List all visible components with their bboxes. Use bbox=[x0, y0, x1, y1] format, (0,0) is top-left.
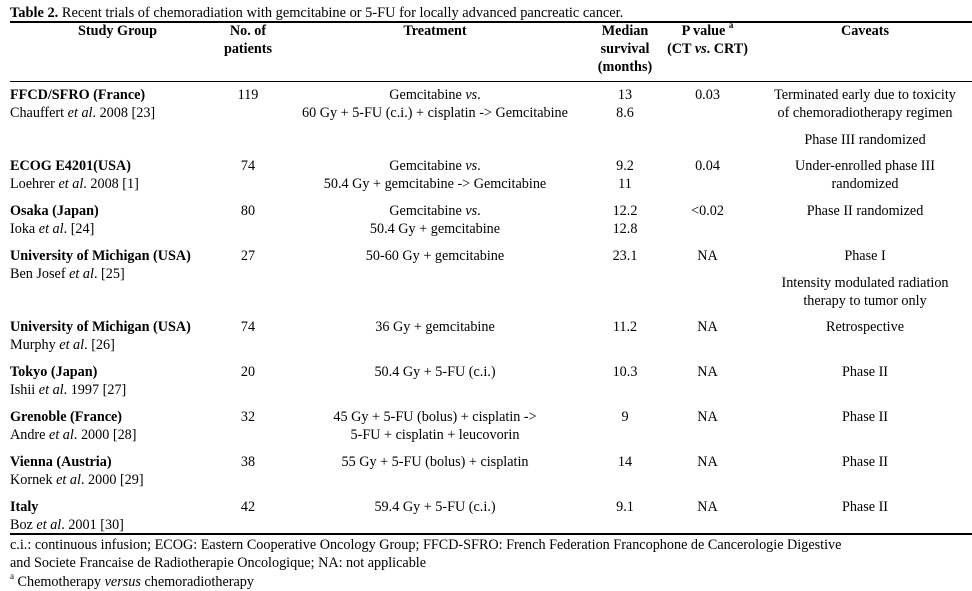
caveat-line: Phase II bbox=[841, 409, 889, 425]
survival-value-1: 14 bbox=[617, 454, 633, 470]
pvalue-cell: <0.02 bbox=[691, 203, 724, 219]
header-pvalue bbox=[650, 22, 765, 58]
study-group-name: University of Michigan (USA) bbox=[10, 248, 191, 264]
treatment-arm-1: 55 Gy + 5-FU (bolus) + cisplatin bbox=[341, 454, 529, 470]
patients-cell: 27 bbox=[240, 248, 256, 264]
header-study-group: Study Group bbox=[78, 23, 157, 39]
pvalue-cell: NA bbox=[697, 364, 718, 380]
treatment-vs-dot: . bbox=[477, 158, 481, 174]
patients-cell: 74 bbox=[240, 158, 256, 174]
citation-author: Ben Josef bbox=[10, 266, 66, 282]
treatment-cell bbox=[275, 498, 595, 516]
treatment-vs: vs bbox=[465, 203, 478, 219]
citation-ref: 2000 [29] bbox=[84, 472, 144, 488]
pvalue-cell: NA bbox=[697, 409, 718, 425]
survival-cell bbox=[595, 318, 655, 336]
treatment-arm-1 bbox=[275, 157, 595, 175]
study-citation bbox=[10, 381, 225, 399]
survival-cell bbox=[595, 453, 655, 471]
citation-author: Ioka bbox=[10, 221, 36, 237]
treatment-vs-dot: . bbox=[477, 203, 481, 219]
treatment-text: Gemcitabine bbox=[389, 87, 462, 103]
citation-author: Andre bbox=[10, 427, 46, 443]
header-pvalue-line1 bbox=[650, 22, 765, 40]
citation-et-al: et al bbox=[67, 105, 93, 121]
treatment-cell bbox=[275, 408, 595, 444]
citation-author: Boz bbox=[10, 517, 33, 533]
treatment-arm-1: 36 Gy + gemcitabine bbox=[375, 319, 495, 335]
footnote-a bbox=[10, 573, 254, 591]
patients-cell: 32 bbox=[240, 409, 256, 425]
study-citation bbox=[10, 265, 225, 283]
treatment-cell bbox=[275, 247, 595, 265]
caveats-cell bbox=[760, 318, 970, 336]
treatment-arm-1: 45 Gy + 5-FU (bolus) + cisplatin -> bbox=[333, 409, 537, 425]
treatment-vs: vs bbox=[465, 87, 478, 103]
table-title: Recent trials of chemoradiation with gemcitabine or 5-FU for locally advanced pancreatic cancer. bbox=[58, 5, 624, 21]
study-cell bbox=[10, 247, 225, 283]
citation-dot: . bbox=[80, 472, 85, 488]
study-group-name: Tokyo (Japan) bbox=[10, 364, 98, 380]
pvalue-cell: NA bbox=[697, 248, 718, 264]
citation-author: Loehrer bbox=[10, 176, 55, 192]
footnote-a-mark: a bbox=[10, 571, 14, 582]
header-caveats: Caveats bbox=[840, 23, 890, 39]
header-pvalue-crt: . CRT) bbox=[706, 41, 748, 57]
header-pvalue-vs: vs bbox=[694, 41, 707, 57]
survival-value-2: 12.8 bbox=[612, 221, 638, 237]
survival-value-1: 9.2 bbox=[616, 158, 634, 174]
header-patients-line2: patients bbox=[223, 41, 273, 57]
patients-cell: 80 bbox=[240, 203, 256, 219]
caveat-line: randomized bbox=[831, 176, 899, 192]
citation-dot: . bbox=[73, 427, 78, 443]
treatment-arm-2: 50.4 Gy + gemcitabine bbox=[369, 221, 501, 237]
study-group-name: Italy bbox=[10, 499, 39, 515]
study-group-name: ECOG E4201(USA) bbox=[10, 158, 131, 174]
citation-dot: . bbox=[63, 221, 68, 237]
caveats-cell bbox=[760, 202, 970, 220]
study-citation bbox=[10, 220, 225, 238]
citation-et-al: et al bbox=[36, 517, 62, 533]
pvalue-cell: NA bbox=[697, 319, 718, 335]
footnote-a-text-end: chemoradiotherapy bbox=[140, 574, 254, 590]
study-cell bbox=[10, 498, 225, 534]
treatment-cell bbox=[275, 318, 595, 336]
header-rule bbox=[10, 81, 972, 82]
treatment-cell bbox=[275, 86, 595, 122]
header-survival-line3: (months) bbox=[597, 59, 653, 75]
study-group-name: FFCD/SFRO (France) bbox=[10, 87, 146, 103]
treatment-arm-2: 50.4 Gy + gemcitabine -> Gemcitabine bbox=[323, 176, 547, 192]
citation-ref: 2008 [1] bbox=[86, 176, 139, 192]
caveats-cell bbox=[760, 363, 970, 381]
citation-ref: 1997 [27] bbox=[67, 382, 127, 398]
caveat-line: Phase II randomized bbox=[806, 203, 924, 219]
survival-value-1: 11.2 bbox=[612, 319, 638, 335]
citation-dot: . bbox=[83, 176, 87, 192]
pvalue-cell: 0.03 bbox=[695, 87, 720, 103]
caveat-line: Phase II bbox=[841, 364, 889, 380]
treatment-text: Gemcitabine bbox=[389, 158, 462, 174]
caveat-line: Phase III randomized bbox=[804, 132, 926, 148]
survival-value-1: 23.1 bbox=[612, 248, 638, 264]
survival-value-1: 10.3 bbox=[612, 364, 638, 380]
header-pvalue-text: P value bbox=[681, 23, 726, 39]
pvalue-cell: 0.04 bbox=[695, 158, 720, 174]
caveat-line: Under-enrolled phase III bbox=[795, 158, 935, 174]
caveat-line: Phase II bbox=[841, 454, 889, 470]
header-treatment: Treatment bbox=[403, 23, 467, 39]
treatment-cell bbox=[275, 157, 595, 193]
survival-cell bbox=[595, 202, 655, 238]
header-survival-line1: Median bbox=[601, 23, 649, 39]
header-patients-line1: No. of bbox=[229, 23, 267, 39]
citation-ref: [25] bbox=[97, 266, 125, 282]
citation-et-al: et al bbox=[56, 472, 81, 488]
treatment-arm-1 bbox=[275, 202, 595, 220]
study-group-name: Vienna (Austria) bbox=[10, 454, 112, 470]
footnote-abbreviations-line1: c.i.: continuous infusion; ECOG: Eastern Cooperative Oncology Group; FFCD-SFRO: French Federation Francophone de Cancerologie Digestive bbox=[10, 537, 842, 553]
caveat-line: Terminated early due to toxicity bbox=[774, 87, 956, 103]
treatment-vs-dot: . bbox=[477, 87, 481, 103]
citation-author: Chauffert bbox=[10, 105, 65, 121]
citation-et-al: et al bbox=[49, 427, 74, 443]
study-citation bbox=[10, 175, 225, 193]
header-pvalue-footnote-mark: a bbox=[728, 20, 734, 31]
survival-cell bbox=[595, 408, 655, 426]
citation-ref: [24] bbox=[67, 221, 95, 237]
treatment-cell bbox=[275, 202, 595, 238]
patients-cell: 74 bbox=[240, 319, 256, 335]
caveat-line: of chemoradiotherapy regimen bbox=[777, 105, 953, 121]
citation-author: Ishii bbox=[10, 382, 36, 398]
treatment-cell bbox=[275, 453, 595, 471]
citation-ref: 2008 [23] bbox=[96, 105, 156, 121]
study-cell bbox=[10, 363, 225, 399]
caveat-line: Retrospective bbox=[825, 319, 904, 335]
footnote-abbreviations-line2: and Societe Francaise de Radiotherapie Oncologique; NA: not applicable bbox=[10, 555, 427, 571]
treatment-vs: vs bbox=[465, 158, 478, 174]
footnote-a-text: Chemotherapy bbox=[14, 574, 105, 590]
citation-author: Kornek bbox=[10, 472, 53, 488]
header-pvalue-line2 bbox=[650, 40, 765, 58]
citation-ref: 2000 [28] bbox=[77, 427, 137, 443]
table-caption bbox=[10, 4, 623, 22]
study-citation bbox=[10, 104, 225, 122]
caveat-line: Phase I bbox=[844, 248, 886, 264]
study-cell bbox=[10, 408, 225, 444]
patients-cell: 42 bbox=[240, 499, 256, 515]
survival-cell bbox=[595, 86, 655, 122]
citation-dot: . bbox=[63, 382, 68, 398]
citation-et-al: et al bbox=[58, 176, 84, 192]
study-cell bbox=[10, 202, 225, 238]
survival-value-1: 9.1 bbox=[616, 499, 634, 515]
citation-et-al: et al bbox=[38, 382, 64, 398]
caveats-cell bbox=[760, 247, 970, 310]
treatment-text: Gemcitabine bbox=[389, 203, 462, 219]
header-pvalue-ct: (CT bbox=[667, 41, 695, 57]
survival-value-2: 11 bbox=[618, 176, 632, 192]
citation-dot: . bbox=[84, 337, 88, 353]
treatment-arm-1: 50-60 Gy + gemcitabine bbox=[365, 248, 505, 264]
treatment-arm-2: 60 Gy + 5-FU (c.i.) + cisplatin -> Gemcitabine bbox=[302, 105, 568, 121]
table-label: Table 2. bbox=[10, 5, 59, 21]
caveats-cell bbox=[760, 453, 970, 471]
caveats-cell bbox=[760, 157, 970, 193]
caveats-cell bbox=[760, 498, 970, 516]
treatment-arm-1 bbox=[275, 86, 595, 104]
treatment-arm-1: 59.4 Gy + 5-FU (c.i.) bbox=[374, 499, 496, 515]
citation-dot: . bbox=[92, 105, 97, 121]
treatment-arm-1: 50.4 Gy + 5-FU (c.i.) bbox=[374, 364, 496, 380]
study-cell bbox=[10, 453, 225, 489]
citation-ref: [26] bbox=[87, 337, 115, 353]
study-citation bbox=[10, 336, 225, 354]
survival-value-1: 9 bbox=[621, 409, 629, 425]
caveats-cell bbox=[760, 408, 970, 426]
study-cell bbox=[10, 86, 225, 122]
survival-cell bbox=[595, 498, 655, 516]
header-survival-line2: survival bbox=[600, 41, 650, 57]
citation-author: Murphy bbox=[10, 337, 56, 353]
treatment-arm-2: 5-FU + cisplatin + leucovorin bbox=[350, 427, 520, 443]
citation-et-al: et al bbox=[59, 337, 85, 353]
citation-ref: 2001 [30] bbox=[64, 517, 124, 533]
patients-cell: 20 bbox=[240, 364, 256, 380]
citation-dot: . bbox=[61, 517, 65, 533]
survival-cell bbox=[595, 157, 655, 193]
survival-cell bbox=[595, 247, 655, 265]
study-group-name: University of Michigan (USA) bbox=[10, 319, 191, 335]
study-group-name: Grenoble (France) bbox=[10, 409, 123, 425]
survival-value-1: 13 bbox=[617, 87, 633, 103]
survival-value-2: 8.6 bbox=[616, 105, 634, 121]
patients-cell: 38 bbox=[240, 454, 256, 470]
citation-dot: . bbox=[93, 266, 98, 282]
study-citation bbox=[10, 426, 225, 444]
citation-et-al: et al bbox=[69, 266, 94, 282]
footnote-a-versus: versus bbox=[104, 574, 141, 590]
pvalue-cell: NA bbox=[697, 454, 718, 470]
caveat-line: therapy to tumor only bbox=[803, 293, 927, 309]
caveat-line: Phase II bbox=[841, 499, 889, 515]
treatment-cell bbox=[275, 363, 595, 381]
caveat-line: Intensity modulated radiation bbox=[781, 275, 949, 291]
survival-cell bbox=[595, 363, 655, 381]
study-citation bbox=[10, 471, 225, 489]
caveats-cell bbox=[760, 86, 970, 149]
patients-cell: 119 bbox=[237, 87, 259, 103]
header-patients bbox=[215, 22, 281, 58]
study-citation bbox=[10, 516, 225, 534]
citation-et-al: et al bbox=[38, 221, 64, 237]
pvalue-cell: NA bbox=[697, 499, 718, 515]
study-cell bbox=[10, 318, 225, 354]
survival-value-1: 12.2 bbox=[612, 203, 638, 219]
study-cell bbox=[10, 157, 225, 193]
study-group-name: Osaka (Japan) bbox=[10, 203, 99, 219]
